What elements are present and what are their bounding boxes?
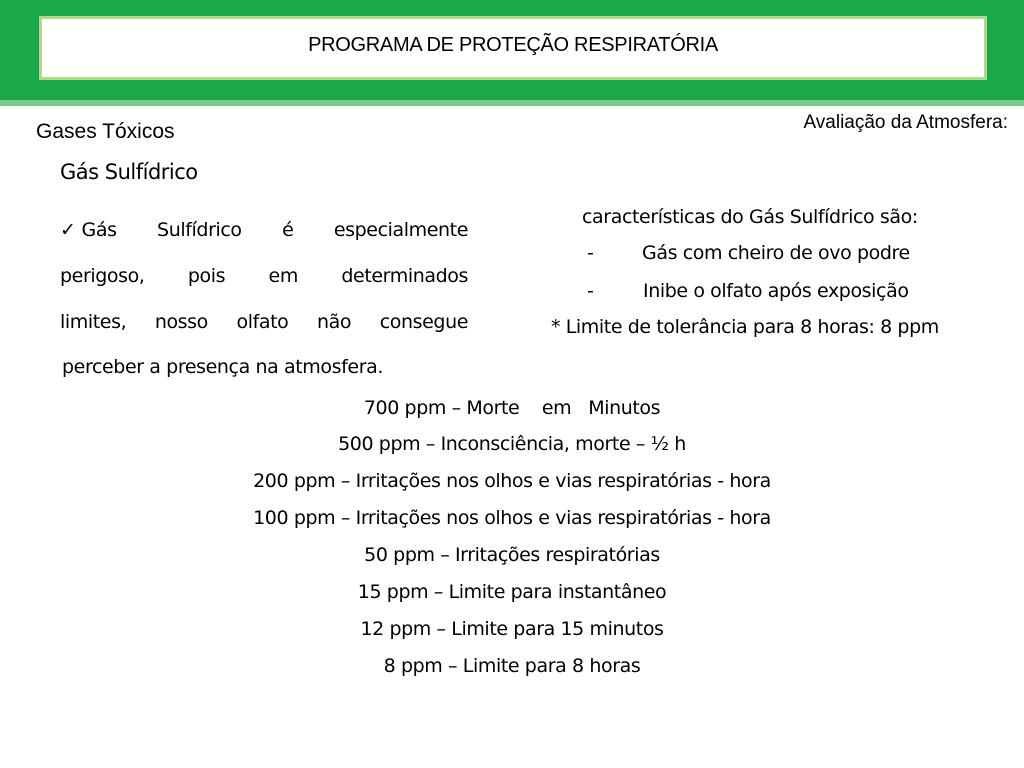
description-paragraph — [60, 207, 468, 345]
effect-line: 200 ppm – Irritações nos olhos e vias respiratórias - hora — [253, 470, 771, 492]
paragraph-line: perigoso, pois em determinados — [60, 265, 468, 287]
header-band-accent — [0, 100, 1024, 106]
effect-line: 15 ppm – Limite para instantâneo — [357, 581, 667, 603]
checkmark-icon: ✓ — [60, 219, 76, 241]
paragraph-line-text: Gás Sulfídrico é especialmente — [81, 219, 468, 241]
page-title: PROGRAMA DE PROTEÇÃO RESPIRATÓRIA — [308, 33, 718, 56]
list-item-text: Gás com cheiro de ovo podre — [642, 242, 910, 264]
paragraph-line: limites, nosso olfato não consegue — [60, 311, 468, 333]
title-box — [39, 16, 987, 80]
list-bullet: - — [587, 242, 594, 264]
list-item-text: Inibe o olfato após exposição — [643, 280, 909, 302]
paragraph-line — [60, 207, 468, 253]
evaluation-title: Avaliação da Atmosfera: — [803, 112, 1008, 133]
effect-line: 8 ppm – Limite para 8 horas — [383, 655, 641, 677]
sub-title: Gás Sulfídrico — [60, 160, 198, 184]
effect-line: 700 ppm – Morte em Minutos — [363, 397, 661, 419]
tolerance-limit-note: * Limite de tolerância para 8 horas: 8 ppm — [551, 316, 939, 338]
paragraph-last-line: perceber a presença na atmosfera. — [62, 356, 383, 378]
characteristics-intro: características do Gás Sulfídrico são: — [582, 206, 918, 228]
effect-line: 500 ppm – Inconsciência, morte – ½ h — [338, 433, 686, 455]
effect-line: 50 ppm – Irritações respiratórias — [364, 544, 660, 566]
effect-line: 12 ppm – Limite para 15 minutos — [360, 618, 664, 640]
section-title: Gases Tóxicos — [36, 120, 175, 143]
list-bullet: - — [587, 280, 594, 302]
effect-line: 100 ppm – Irritações nos olhos e vias respiratórias - hora — [253, 507, 771, 529]
